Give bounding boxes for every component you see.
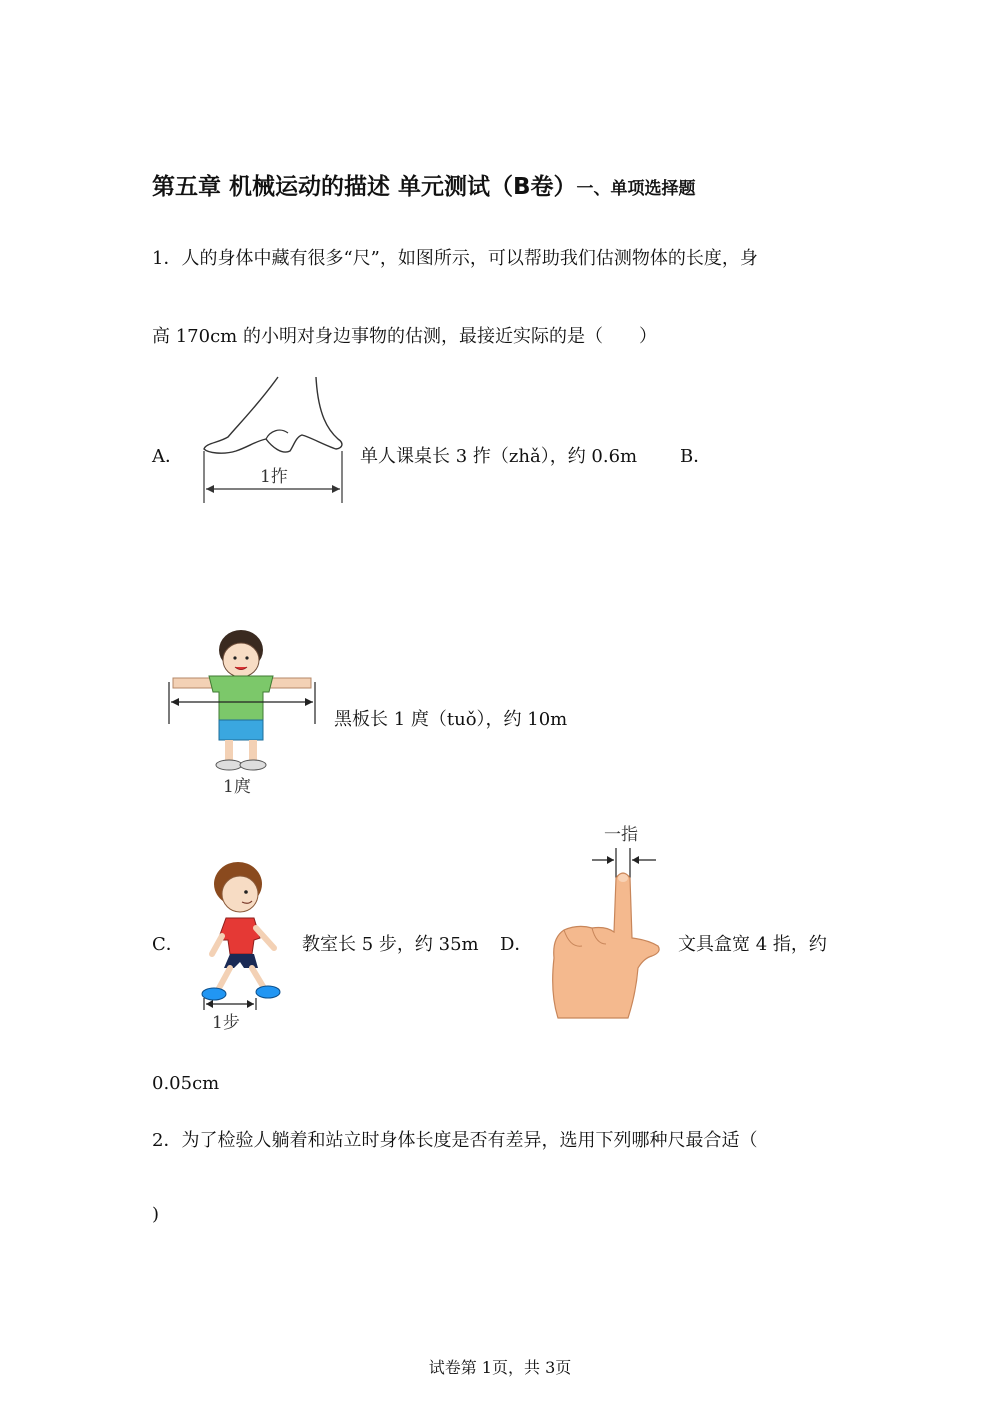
q1-stem-line1: 1．人的身体中藏有很多“尺”，如图所示，可以帮助我们估测物体的长度，身 (152, 248, 758, 269)
section-heading: 一、单项选择题 (576, 179, 696, 199)
option-a-label: A． (152, 446, 183, 467)
q2-stem-line2: ) (152, 1204, 160, 1225)
page-title (152, 168, 696, 201)
title-main: 第五章 机械运动的描述 单元测试（B卷） (152, 174, 577, 200)
q2-stem-line1: 2．为了检验人躺着和站立时身体长度是否有差异，选用下列哪种尺最合适（ (152, 1130, 758, 1151)
hand-span-figure (198, 375, 350, 510)
walking-boy-figure (196, 858, 288, 1036)
q1-stem-line2: 高 170cm 的小明对身边事物的估测，最接近实际的是（ ） (152, 326, 657, 347)
arm-span-boy-figure (165, 622, 325, 797)
step-caption: 1步 (212, 1013, 240, 1033)
finger-width-figure (548, 818, 666, 1028)
option-c-text: 教室长 5 步，约 35m (302, 934, 479, 955)
option-d-label: D． (500, 934, 533, 955)
option-d-text: 文具盒宽 4 指，约 (678, 934, 827, 955)
option-b-label: B． (680, 446, 712, 467)
hand-span-caption: 1拃 (260, 467, 288, 487)
arm-span-caption: 1庹 (223, 777, 251, 797)
option-d-text-cont: 0.05cm (152, 1073, 220, 1094)
option-c-label: C． (152, 934, 184, 955)
option-b-text: 黑板长 1 庹（tuǒ），约 10m (334, 709, 568, 730)
option-a-text: 单人课桌长 3 拃（zhǎ），约 0.6m (360, 446, 638, 467)
finger-caption: 一指 (604, 825, 638, 845)
page-footer: 试卷第 1页，共 3页 (428, 1358, 572, 1377)
